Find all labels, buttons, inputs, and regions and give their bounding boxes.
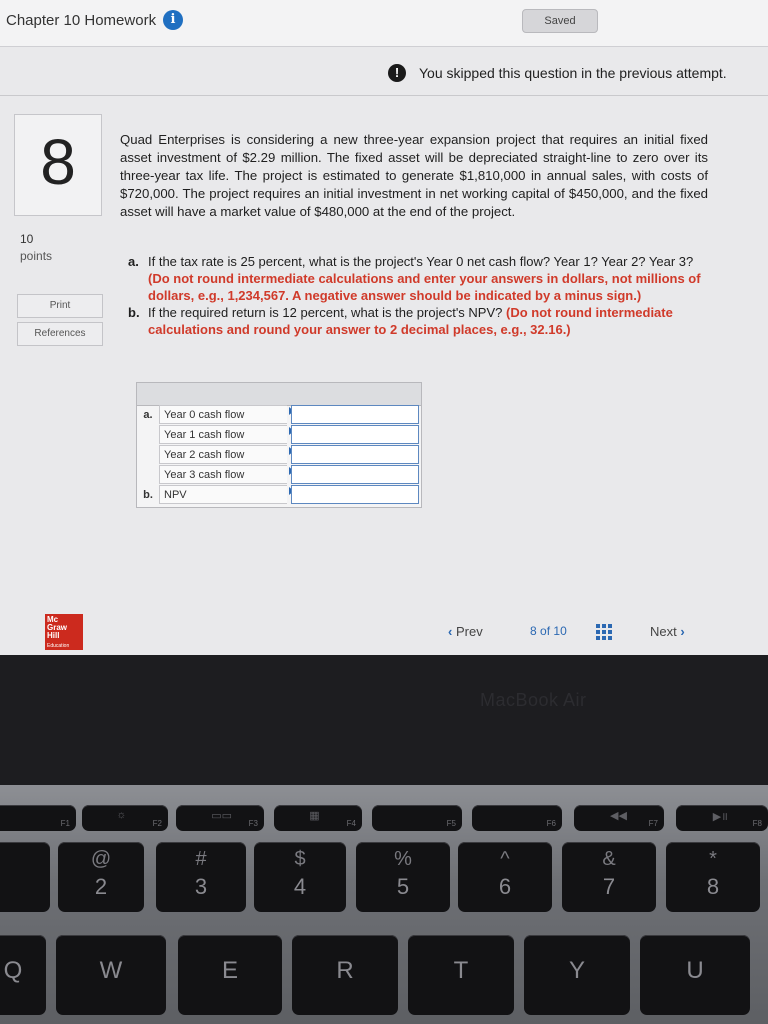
answer-row-part: a. [143, 409, 153, 421]
next-label: Next [650, 624, 677, 639]
logo-line: Hill [47, 631, 60, 640]
answer-row [137, 485, 421, 505]
number-key: @ 2 [58, 842, 144, 912]
logo-line: Mc [47, 615, 59, 624]
year-0-cash-flow-input[interactable] [291, 405, 419, 424]
points-label: points [20, 249, 53, 263]
points-value: 10 [20, 232, 34, 246]
prev-button[interactable] [448, 624, 483, 639]
answer-row [137, 445, 421, 465]
logo-line: Education [47, 643, 70, 649]
number-key: * 8 [666, 842, 760, 912]
answer-table [136, 382, 422, 508]
answer-row [137, 465, 421, 485]
function-key: ▶॥ F8 [676, 805, 768, 831]
next-button[interactable] [650, 624, 685, 639]
part-a-text: If the tax rate is 25 percent, what is the project's Year 0 net cash flow? Year 1? Year 2? Year 3? [148, 254, 694, 269]
number-key: $ 4 [254, 842, 346, 912]
npv-input[interactable] [291, 485, 419, 504]
number-key: ^ 6 [458, 842, 552, 912]
device-brand: MacBook Air [480, 690, 587, 710]
logo-line: Graw [47, 623, 68, 632]
print-button[interactable]: Print [17, 294, 103, 318]
part-b-text: If the required return is 12 percent, what is the project's NPV? [148, 305, 503, 320]
function-key: ◀◀ F7 [574, 805, 664, 831]
number-key: # 3 [156, 842, 246, 912]
number-key: & 7 [562, 842, 656, 912]
part-a [128, 253, 708, 304]
function-key: F6 [472, 805, 562, 831]
letter-key: Q [0, 935, 46, 1015]
skipped-notice [0, 55, 768, 96]
page-total: 10 [553, 624, 567, 638]
answer-row-part [137, 445, 159, 465]
assignment-title: Chapter 10 Homework [6, 12, 157, 29]
function-key: ▭▭ F3 [176, 805, 264, 831]
letter-key: E [178, 935, 282, 1015]
answer-table-header [137, 383, 421, 406]
number-key [0, 842, 50, 912]
prev-label: Prev [455, 624, 483, 639]
chevron-left-icon: ‹ [448, 624, 453, 639]
question-text: Quad Enterprises is considering a new three-year expansion project that requires an initial fixed asset investment of $2.29 million. The fixed asset will be depreciated straight-line to zero over its three-year tax life. The project is estimated to generate $1,810,000 in annual sales, with costs of $720,000. The project requires an initial investment in net working capital of $450,000, and the fixed asset will have a market value of $480,000 at the end of the project. [120, 132, 708, 219]
part-a-instructions: (Do not round intermediate calculations and enter your answers in dollars, not millions of dollars, e.g., 1,234,567. A negative answer should be indicated by a minus sign.) [148, 271, 701, 303]
references-button[interactable]: References [17, 322, 103, 346]
letter-key: W [56, 935, 166, 1015]
answer-row-label: Year 2 cash flow [159, 445, 287, 464]
year-1-cash-flow-input[interactable] [291, 425, 419, 444]
part-b [128, 304, 708, 338]
question-number: 8 [40, 126, 76, 198]
answer-row-part [137, 465, 159, 485]
year-3-cash-flow-input[interactable] [291, 465, 419, 484]
page-indicator[interactable] [530, 624, 567, 638]
answer-row-part [137, 425, 159, 445]
saved-status-badge: Saved [522, 9, 598, 33]
info-icon[interactable]: i [163, 10, 183, 30]
function-key: ☼ F2 [82, 805, 168, 831]
letter-key: R [292, 935, 398, 1015]
letter-key: T [408, 935, 514, 1015]
part-b-label: b. [128, 305, 140, 320]
question-grid-icon[interactable] [596, 624, 612, 640]
answer-row [137, 425, 421, 445]
mcgraw-hill-logo [45, 614, 83, 650]
letter-key: Y [524, 935, 630, 1015]
answer-row-label: Year 0 cash flow [159, 405, 287, 424]
part-b-instructions: (Do not round intermediate calculations and round your answer to 2 decimal places, e.g., 32.16.) [148, 305, 673, 337]
page-separator: of [540, 624, 551, 638]
chevron-right-icon: › [680, 624, 685, 639]
alert-icon: ! [388, 64, 406, 82]
number-key: % 5 [356, 842, 450, 912]
function-key: F1 [0, 805, 76, 831]
function-key: ▦ F4 [274, 805, 362, 831]
answer-row-label: Year 1 cash flow [159, 425, 287, 444]
letter-key: U [640, 935, 750, 1015]
notice-text: You skipped this question in the previous attempt. [419, 65, 727, 81]
page-current: 8 [530, 624, 537, 638]
answer-row-label: Year 3 cash flow [159, 465, 287, 484]
answer-row [137, 405, 421, 425]
laptop-bezel [0, 655, 768, 785]
question-parts [128, 253, 708, 338]
assignment-header [0, 0, 768, 47]
answer-row-part: b. [143, 489, 153, 501]
year-2-cash-flow-input[interactable] [291, 445, 419, 464]
answer-row-label: NPV [159, 485, 287, 504]
question-number-box [14, 114, 102, 216]
function-key: F5 [372, 805, 462, 831]
part-a-label: a. [128, 254, 139, 269]
